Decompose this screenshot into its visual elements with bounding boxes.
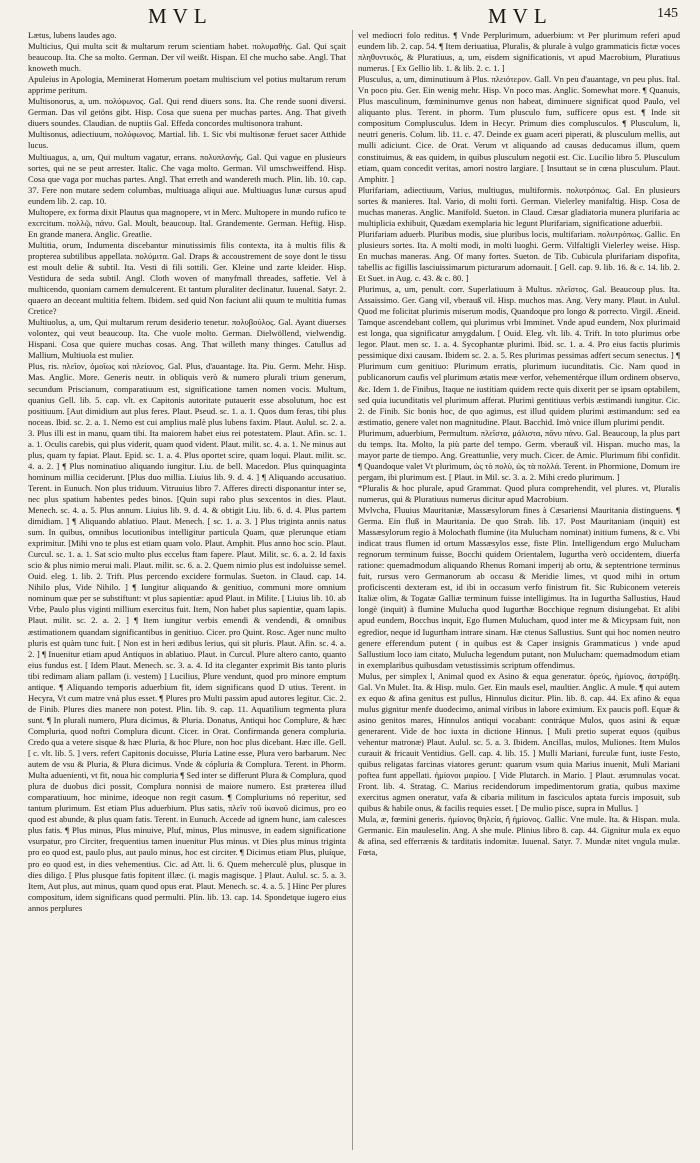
entry-pluralis: *Pluralis & hoc plurale, apud Grammat. Quod plura comprehendit, vel plures. vt, Pluralis numerus, qui & Pluratiuus numerus dicitur apud Macrobium. xyxy=(358,482,680,504)
entry-plus: Plus, ris. πλεῖον, ὁμοῖως καὶ πλείονος. Gal. Plus, d'auantage. Ita. Piu. Germ. Mehr. Hisp. Mas. Anglic. More. Generis neutr. in obliquis verò & numero plurali trium generum, secundum Priscianum, comparatiuum est, significatione tamen nomen vocis. Multum, quanius Gell. lib. 5. cap. vlt. ex Capitonis autoritate putauerit esse absolutum, hoc est positiuum. [Aut dimidium aut plus feres. Plaut. Pseud. sc. 1. a. 1. Quos dum feras, tibi plus noceas. Ibid. sc. 2. a. 1. Nemo est cui amplius malè plus lubens faxim. Plaut. Aulul. sc. 2. a. 3. Plus illi est in manu, quam tibi. Ita maiorem habet eius rei potestatem. Plaut. Afin. sc. 1. a. 1. Oculis carebis, qui plus viderit, quam quod vident. Plaut. milit. sc. 4. a. 1. Ne minus aut plus, quam ty fapiat. Plaut. Epid. sc. 1. a. 4. Plus oportet scire, quam loqui. Plaut. milit. sc. 4. a. 2. ] ¶ Plus nominatiuo aliquando iungitur. Liu. de bell. Macedon. Plus quinquaginta hominum millia ceciderunt. [Plus duo millia. Liuius lib. 9. d. 4. ] ¶ Aliquando accusatiuo. Terent. in Eunuch. Non plus triduum. Vitruuius libro 7. Afferes directi disponantur inter se, nec plus spatium habentes pedes binos. [Quin supi rabo plus sexcentos in dies. Plaut. Menech. sc. 4. a. 5. Plus annum. Liuius lib. 9. d. 4. & obtigit Liu. lib. 6. d. 4. Plus partem dimidiam. ] ¶ Aliquando ablatiuo. Plaut. Menech. [ sc. 1. a. 3. ] Plus triginta annis natus sum. In quibus, omnibus locutionibus intelligitur particula Quam, quæ plerunque etiam exprimitur. [Mihi vno te plus est etiam quam volo. Plaut. Amphit. Plus anno hoc scio. Plaut. Curcul. sc. 1. a. 1. Sat scio multo plus eccelus ftam fapere. Plaut. Milit. sc. 6. a. 2. Id faxis scio & plus nimio merui mali. Plaut. milit. sc. 6. a. 2. Quem nimio plus est indoluisse semel. Ouid. eleg. 1. lib. 2. Trift. Plus percendo excidere formulas. Sueton. in Claud. cap. 14. Nihilo plus, Vide Nihilo. ] ¶ Iungitur aliquando & genitiuo, communi more omnium nominum quæ per se substiftunt: vt plus sapientiæ: apud Plaut. in Milite. [ Liuius lib. 10. ab Vrbe, Paulo plus viginti millium exercitus fuit. Item, Non habet plus sapientiæ, quam lapis. Plaut. milit. sc. 2. a. 2. ] ¶ Item iungitur verbis emendi & vendendi, & omnibus æstimationem quandam significantibus in genitiuo. Cicer. pro Quint. Rosc. Ager nunc multo pluris est quàm tunc fuit. [ Non est in heri ædibus lerius, qui sit pluris. Plaut. Afin. sc. 4. a. 2. ] ¶ Inuenitur etiam apud Antiquos in ablatiuo. Plaut. in Curcul. Plure altero canto, quanto eius fundus est. [ Idem Plaut. Menech. sc. 3. a. 4. Id ita cleganter exprimit Bis tanto pluris tibi redimam aliam pallam (i. vestem) ] Lucilius, Plure vendunt, quod pro minore emptum antique. ¶ Aliquando temporis aduerbium fit, idem significans quod D utius. Terent. in Hecyra, Vt cum matre vná plus esset. ¶ Plures pro Multi passim apud autores legitur. Cic. 2. de Finib. Plures dies manere non potest. Plin. lib. 9. cap. 11. Aquatilium tegmenta plura sunt. ¶ In plurali numero, Plura dicimus, & Pluria. Donatus, Antiqui hoc Complure, & hæc Compluria, quod noftri Complura dicunt. Cicer. in Orat. Confirmanda genera compluria. Credo qua a vetere sisque & hæc Pluria, & hoc Plure, non hoc plus dicebant. Hæc ille. Gell. [ c. vlt. lib. 5. ] vers. refert Capitonis docuisse, Pluria Latine esse, Plura vero barbarum. Nec autem de vsu & Pluria, & Plura dicimus. Vnde & cópluria & Complura. Terent. in Phorm. Multa aduenienti, vt fit, noua hic compluria ¶ Sed inter se differunt Plura & Complura, quod plura de duobus dici possit, Complura nonnisi de maiore numero. Est præterea illud comparatiuum, hoc minime, ideoque non regit casum. ¶ Compluriums nó reperitur, sed tantum plurimum. Est etiam Plus aduerbium. Plus satis, πλεῖν τοῦ ἱκανοῦ dicimus, pro eo quod est abunde, & plus quam fatis. Terent. in Eunuch. Accede ad ignem hunc, iam calesces plus fatis. ¶ Plus minus, Plus minuive, Pluf, minus, Plus minusve, in eadem significatione vsurpatur, pro Circiter, frequentius tamen inuenitur Plus minus. vt Dies plus minus triginta pro eo quod est, paulo plus, aut paulo minus, hoc est circiter. ¶ Dicimus etiam Plus, pluíque, pro eo quod est, in dies vehementius. Cic. ad Att. li. 6. Quem meherculè plus, plusque in dies diligo. [ Plus plusque fatis fopitent illæc. (i. magis magisque. ] Plaut. Aulul. sc. 5. a. 3. Item, Aut plus, aut minus, quam quod opus erat. Plaut. Menech. sc. 4. a. 5. ] Hinc Per plures compositum, idem significans quod permulti. Plin. lib. 13. cap. 14. Spondetque iugero eius annos perplures xyxy=(28,361,346,913)
entry-multopere: Multopere, ex forma dixit Plautus qua magnopere, vt in Merc. Multopere in mundo rufico te excrcitum. πολλῷ, πάνυ. Gal. Moult, beaucoup. Ital. Grandemente. German. Heftig. Hisp. En grande manera. Anglic. Greatlie. xyxy=(28,206,346,239)
entry-multitia: Multitia, orum, Indumenta discebantur minutissimis filis contexta, ita à multis filis & propterea subtilibus appellata. πολύμιτα. Gal. Draps & accoustrement de soye dont le tissu est moult delie & subtil. Ita. Vesti di fili sottili. Ger. Kleine und zarte kleider. Hisp. Vestidura de seda subtil. Angl. Cloth woven of manyfmall threades, saffetie. Vel à multicendo, quoniam carnem demulcerent. Et tantum pluraliter declinatur. Iuuenal. Satyr. 2. quaero an deceant multitia feltem. Ibidem. sed quid Non faciunt alii quum te multitia fumas Cretice? xyxy=(28,239,346,317)
right-column xyxy=(358,30,680,859)
entry-multisonus: Multisonus, adiectiuum, πολύφωνος. Martial. lib. 1. Sic vbi multisonæ feruet sacer Atthide lucus. xyxy=(28,129,346,151)
column-divider xyxy=(352,30,353,1150)
entry-mula: Mula, æ, fœmini generis. ἡμίονος θηλεία, ἢ ἡμίονος. Gallic. Vne mule. Ita. & Hispan. mula. Germanic. Ein mauleselin. Ang. A she mule. Plinius libro 8. cap. 44. Gignitur mula ex equo & afina, sed efferrænis & tarditatis indomitæ. Iuuenal. Satyr. 7. Mundæ nitet vngula mulæ. Fœta, xyxy=(358,814,680,858)
entry-multiscius-apuleius: Apuleius in Apologia, Meminerat Homerum poetam multiscium vel potius multarum rerum apprime peritum. xyxy=(28,74,346,96)
entry-plurimum: Plurimum, aduerbium, Permultum. πλεῖστα, μάλιστα, πᾶνυ πάνυ. Gal. Beaucoup, la plus part du temps. Ita. Molto, la più parte del tempo. Germ. vberauß vil. Hispan. mucho mas, la mayor parte de tiempo. Ang. Greattunlie, very much. Cicer. de Amic. Plurimum fibi confidit. ¶ Quandoque valet Vt plurimum, ὡς τὸ πολὺ, ὡς τὰ πολλά. Terent. in Phormione, Domum ire pergam, ibi plurimum est. [ Plaut. in Mil. sc. 3. a. 2. Mihi credo plurimum. ] xyxy=(358,427,680,482)
entry-plurimus: Plurimus, a, um, penult. corr. Superlatiuum à Multus. πλεῖστος. Gal. Beaucoup plus. Ita. Assaissimo. Ger. Gang vil, vberauß vil. Hisp. muchos mas. Ang. Very many. Plaut. in Aulul. Quod me folicitat plurimis miserum modis, Quandoque pro longo & porrecto. Virgil. Æneid. Tamque ascendebant collem, qui plurimus vrbi Imminet. Vnde apud eundem, Nox plurimaid est longa, qua significatur amygdalum. [ Ouid. Eleg. vlt. lib. 4. Trift. In toto plurimus orbe legor. Plaut. men sc. 1. a. 4. Sycophantæ plurimi. Ibid. sc. 1. a. 4. Pro eius factis plurimis pessimique dixi causam. Ibidem sc. 2. a. 5. Res plurimas pessimas adfert secum senectus. ] ¶ Plurimum cum genitiuo: Plurimum erratis, plurimum iucunditatis. Cic. Nam quod in publicanorum caufis vel plurimum ætatis meæ verfor, vehementérque illum ordinem observo, &c. Idem 1. de Finibus, Itaque ne iustitiam quidem recte quis dixerit per se ipsam optabilem, sed quia iucunditatis vel plurimum afferat. Plurimi gentitiuus verbis æstimandi iungitur. Cic. 2. de Finib. Sic bonis hoc, de quo agimus, est illud quidem plurimi æstimandum: sed ea æstimatio, genere valet non magnitudine. Plaut. Bacchid. Imò vnice illum plurimi pendit. xyxy=(358,284,680,427)
entry-plusculus: Plusculus, a, um, diminutiuum à Plus. πλειότερον. Gall. Vn peu d'auantage, vn peu plus. Ital. Vn poco piu. Ger. Ein wenig mehr. Hisp. Vn poco mas. Anglic. Somewhat more. ¶ Quanuis, Plus masculinum, fœmininumve genus non habeat, diminuere significat quod Paulo, vel aliquanto plus. Terent. in phorm. Tum plusculo fum, sufficere opus est. ¶ Inde sit compositum Complusculus. Idem in Hecyr. Primum dies complusculos. ¶ Plusculum, li, neutri generis. Colum. lib. 11. c. 47. Deinde ex guam aceri piperati, & plusculum mellis, aut mulli adiciunt. Cice. de Orat. Verum vt aliquando ad causas deducamus illum, quem constituimus, & eas quidem, in quibus plusculum negotii est. Cic. Lucilio libro 5. Plusculum etiam, quam concedit veritas, amori nostro largiare. [ Insuttaut se in cœna plusculum. Plaut. Amphitr. ] xyxy=(358,74,680,184)
page-header xyxy=(28,4,682,30)
entry-multiuagus: Multiuagus, a, um, Qui multum vagatur, errans. πολυπλανὴς. Gal. Qui vague en plusieurs sortes, qui ne se peut arrester. Italic. Che vaga molto. German. Vil umschweiffend. Hisp. Cosa que vaga por muchas partes. Angl. That erreth and wandereth much. Plin. lib. 10. cap. 37. Fere non mutare sedem columbas, multiuaga aliqui aue. Multiuagus lunæ cursus apud eundem lib. 2. cap. 10. xyxy=(28,151,346,206)
entry-multiuolus: Multiuolus, a, um, Qui multarum rerum desiderio tenetur. πολυβούλος. Gal. Ayant diuerses volontez, qui veut beaucoup. Ita. Che vuole molto. German. Dielwöllend, vielwendig. Hispani. Cosa que quiere muchas cosas. Ang. That willeth many thinges. Catullus ad Mallium, Multiuola est mulier. xyxy=(28,317,346,361)
entry-plurifariam-adj: Plurifariam, adiectiuum, Varius, multiugus, multiformis. πολυτρόπως. Gal. En plusieurs sortes & manieres. Ital. Vario, di molti forti. German. Vielerley manifaltig. Hisp. Cosa de muchas maneras. Anglic. Manifold. Sueton. in Claud. Cæsar gladiatoria munera plurifaria ac multiplicia exhibuit, Quædam exemplaria hic legunt Plurifariam, significatione aduerbii. xyxy=(358,184,680,228)
entry-mulucha: Mvlvcha, Fluuius Mauritaniæ, Massæsylorum fines à Cæsariensi Mauritania distinguens. ¶ Germa. Ein fluß in Mauritania. De quo Strab. lib. 17. Post Mauritaniam (inquit) est Massæsylorum regio à Molochath flumine (ita Mulucham nominat) initium fumens, & c. Vbi indicat traus flumen id ortum Massæsylos esse, fiste Plin. Intelligendum ergo Mulucham regnorum terminum fuisse, Bocchi quidem Orientalem, Iugurtha verò occidentem, diuerfa ratione: quemadmodum aliquando Rhenus Romani imperij ab ortu, & septentrione terminus fuit, rursus vero Germanorum ab occasu & Meridie limes, vt quod mihi in ortum proficiscenti dexteram est, id ibi in occasum verfo finistrum fit. Sic Rubiconem vetereis Italiæ olim, & Togatæ Galliæ terminum fuisse intelligimus. Ita in Iugurtha Sallustius, Haud longè (inquit) à flumine Mulucha quod Iugurthæ Bocchique regnum disiungebat. Et alibi apud eundem, Bocchus inquit, Ego flumen Mulucham, quod inter me & Micypsam fuit, non egredior, neque id Iugurtham intrare sinam. Hæ ctenus Sallustius. Sunt qui hoc nomen neutro genere efferendum putent ( in quibus est & Caper insignis Grammaticus ) vnde apud Sallustium loco iam citato, Mulucha legendum putant, non Mulucham: quemadmodum etiam in exemplaribus quibusdam vetustissimis scriptum offendimus. xyxy=(358,505,680,670)
entry-multisonorus: Multisonorus, a, um. πολύφωνος. Gal. Qui rend diuers sons. Ita. Che rende suoni diversi. German. Das vil getöns gibt. Hisp. Cosa que suena per muchas partes. Ang. That giveth diuers soundes. Claudian. de nuptiis Gal. Effeda concordes multisonora trahunt. xyxy=(28,96,346,129)
left-column xyxy=(28,30,346,914)
entry-multiscius: Multicius, Qui multa scit & multarum rerum scientiam habet. πολυμαθὴς. Gal. Qui sçait beaucoup. Ita. Che sa molto. German. Der vil weißt. Hispan. El che mucho sabe. Angl. That knoweth much. xyxy=(28,41,346,74)
entry-laetus: Lætus, lubens laudes ago. xyxy=(28,30,117,40)
running-head-right: MVL xyxy=(488,4,553,28)
running-head-left: MVL xyxy=(148,4,213,28)
entry-mulus: Mulus, per simplex l, Animal quod ex Asino & equa generatur. ὀρεύς, ἡμίονος, ἀστράβη. Gal. Vn Mulet. Ita. & Hisp. mulo. Ger. Ein mauls esel, maultier. Anglic. A mule. ¶ qui autem ex equo & afina genitus est pullus, Hinnulus dicitur. Plin. lib. 8. cap. 44. Ex afino & equa mulus gignitur menfe duodecimo, animal viribus in labore eximium. Ex paucis pofl. Equæ & asino genitos mares, Hinnulos antiqui vocabant: contráque Mulos, quos asini & equæ generarent. Vide de hoc iuxta in dictione Hinnus. [ Muli pretio superat equos (quibus vehentur matronæ) Plaut. Aulul. sc. 5. a. 3. Ibidem. Ancillas, mulos, Muliones. Item Mulos curauit & fricauit Ventidius. Gell. cap. 4. lib. 15. ] Mulli Mariani, furculæ funt, iuste Festo, quibus religatas farcinas viatores gerunt: quarum vsum quia Marius inuenit, Muli Mariani poftea funt appellati. ἡμίονοι μαρίου. [ Vide Plutarch. in Mario. ] Plaut. ærumnulas vocat. Front. lib. 4. Stratag. C. Marius recidendorum impedimentorum gratia, quibus maxime exercitus agmen oneratur, vafa & cibaria militum in fasciculos aptata furcis imposuit, sub quibus & habile onus, & facilis requies esset. [ De mulio pisce, supra in Mullus. ] xyxy=(358,670,680,814)
entry-plurifariam-adv: Plurifariam aduerb. Pluribus modis, siue pluribus locis, multifariam. πολυτρόπως. Gallic. En plusieurs sortes. Ita. A molti modi, in molti luoghi. Germ. Vilfaltigli Vielerley weise. Hisp. En muchas maneras. Ang. Of many fortes. Sueton. de Tib. Cubicula plurifariam dispofita, tabellis ac figillis lasciuissimarum picturarum adornauit. [ Gell. cap. 9. lib. 16. & c. 14. lib. 2. Et Suet. in Aug. c. 43. & c. 80. ] xyxy=(358,228,680,284)
entry-perplurimum: vel mediocri folo reditus. ¶ Vnde Perplurimum, aduerbium: vt Per plurimum referi apud eundem lib. 2. cap. 54. ¶ Item deriuatiua, Pluralis, & plurale à vulgo grammaticis fictæ voces πληθυντικὸς, & Pluratiuus, a, um, eisdem significationis, vt apud Macrobium, Pluratiuus numerus. [ Ex Gellio lib. 1. & lib. 2. c. 1. ] xyxy=(358,30,680,74)
page-number: 145 xyxy=(657,6,678,21)
